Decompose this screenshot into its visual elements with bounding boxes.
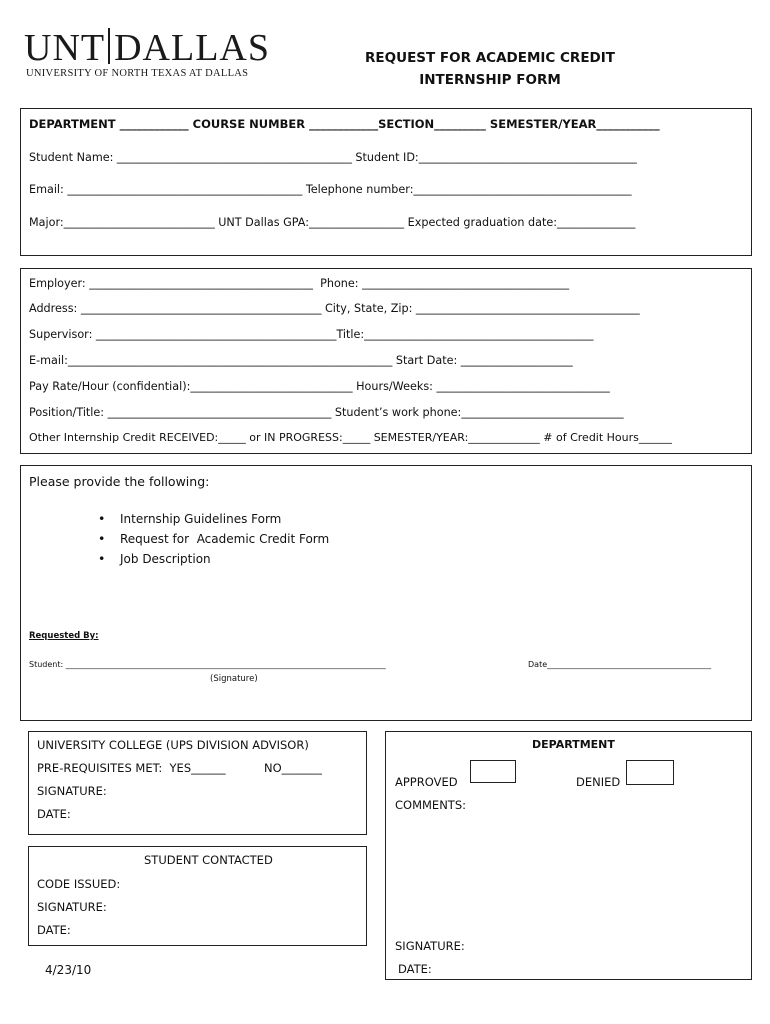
advisor-signature-label[interactable]: SIGNATURE: <box>37 784 107 798</box>
major-row[interactable]: Major:___________________________ UNT Dallas GPA:_________________ Expected graduation date:______________ <box>29 216 636 229</box>
form-title-line1: REQUEST FOR ACADEMIC CREDIT <box>365 50 615 66</box>
list-item: Job Description <box>120 552 211 566</box>
department-date-label[interactable]: DATE: <box>398 962 432 976</box>
employer-email-row[interactable]: E-mail:__________________________________________________________ Start Date: ____________________ <box>29 354 573 367</box>
list-item: Internship Guidelines Form <box>120 512 282 526</box>
prerequisites-no-field[interactable]: NO_______ <box>264 761 322 775</box>
supervisor-row[interactable]: Supervisor: ___________________________________________Title:_________________________________________ <box>29 328 594 341</box>
other-credit-row[interactable]: Other Internship Credit RECEIVED:_____ or IN PROGRESS:_____ SEMESTER/YEAR:_____________ # of Credit Hours______ <box>29 431 672 444</box>
contacted-date-label[interactable]: DATE: <box>37 923 71 937</box>
pay-rate-row[interactable]: Pay Rate/Hour (confidential):_____________________________ Hours/Weeks: _______________________________ <box>29 380 610 393</box>
denied-label: DENIED <box>576 775 621 789</box>
form-title-line2: INTERNSHIP FORM <box>419 72 561 88</box>
list-item: Request for Academic Credit Form <box>120 532 330 546</box>
signature-caption: (Signature) <box>210 674 258 684</box>
bullet-icon: • <box>98 551 106 566</box>
logo-dallas-text: DALLAS <box>114 27 270 69</box>
logo-unt-text: UNT <box>24 27 106 69</box>
requested-by-label: Requested By: <box>29 631 99 641</box>
address-row[interactable]: Address: ___________________________________________ City, State, Zip: ________________________________________ <box>29 302 640 315</box>
logo-divider <box>108 28 110 64</box>
course-info-row[interactable]: DEPARTMENT ____________ COURSE NUMBER ____________SECTION_________ SEMESTER/YEAR___________ <box>29 117 660 131</box>
approved-label: APPROVED <box>395 775 458 789</box>
advisor-heading: UNIVERSITY COLLEGE (UPS DIVISION ADVISOR) <box>37 738 309 752</box>
department-signature-label[interactable]: SIGNATURE: <box>395 939 465 953</box>
university-logo <box>24 28 270 68</box>
student-contacted-heading: STUDENT CONTACTED <box>144 853 273 867</box>
advisor-date-label[interactable]: DATE: <box>37 807 71 821</box>
employer-row[interactable]: Employer: ________________________________________ Phone: _____________________________________ <box>29 277 570 290</box>
student-name-row[interactable]: Student Name: __________________________________________ Student ID:_______________________________________ <box>29 151 637 164</box>
prerequisites-yes-field[interactable]: PRE-REQUISITES MET: YES______ <box>37 761 226 775</box>
position-title-row[interactable]: Position/Title: ________________________________________ Student’s work phone:_____________________________ <box>29 406 624 419</box>
department-heading: DEPARTMENT <box>532 738 615 751</box>
logo-subtitle: UNIVERSITY OF NORTH TEXAS AT DALLAS <box>26 68 249 79</box>
requirements-section <box>20 465 752 721</box>
student-date-line[interactable]: Date_________________________________________ <box>528 660 712 669</box>
denied-checkbox[interactable] <box>626 760 674 785</box>
bullet-icon: • <box>98 531 106 546</box>
code-issued-label[interactable]: CODE ISSUED: <box>37 877 121 891</box>
email-row[interactable]: Email: __________________________________________ Telephone number:_______________________________________ <box>29 183 632 196</box>
bullet-icon: • <box>98 511 106 526</box>
revision-date: 4/23/10 <box>45 963 92 977</box>
approved-checkbox[interactable] <box>470 760 516 783</box>
contacted-signature-label[interactable]: SIGNATURE: <box>37 900 107 914</box>
requirements-prompt: Please provide the following: <box>29 474 210 489</box>
comments-label[interactable]: COMMENTS: <box>395 798 466 812</box>
student-signature-line[interactable]: Student: ________________________________________________________________________________ <box>29 660 386 669</box>
